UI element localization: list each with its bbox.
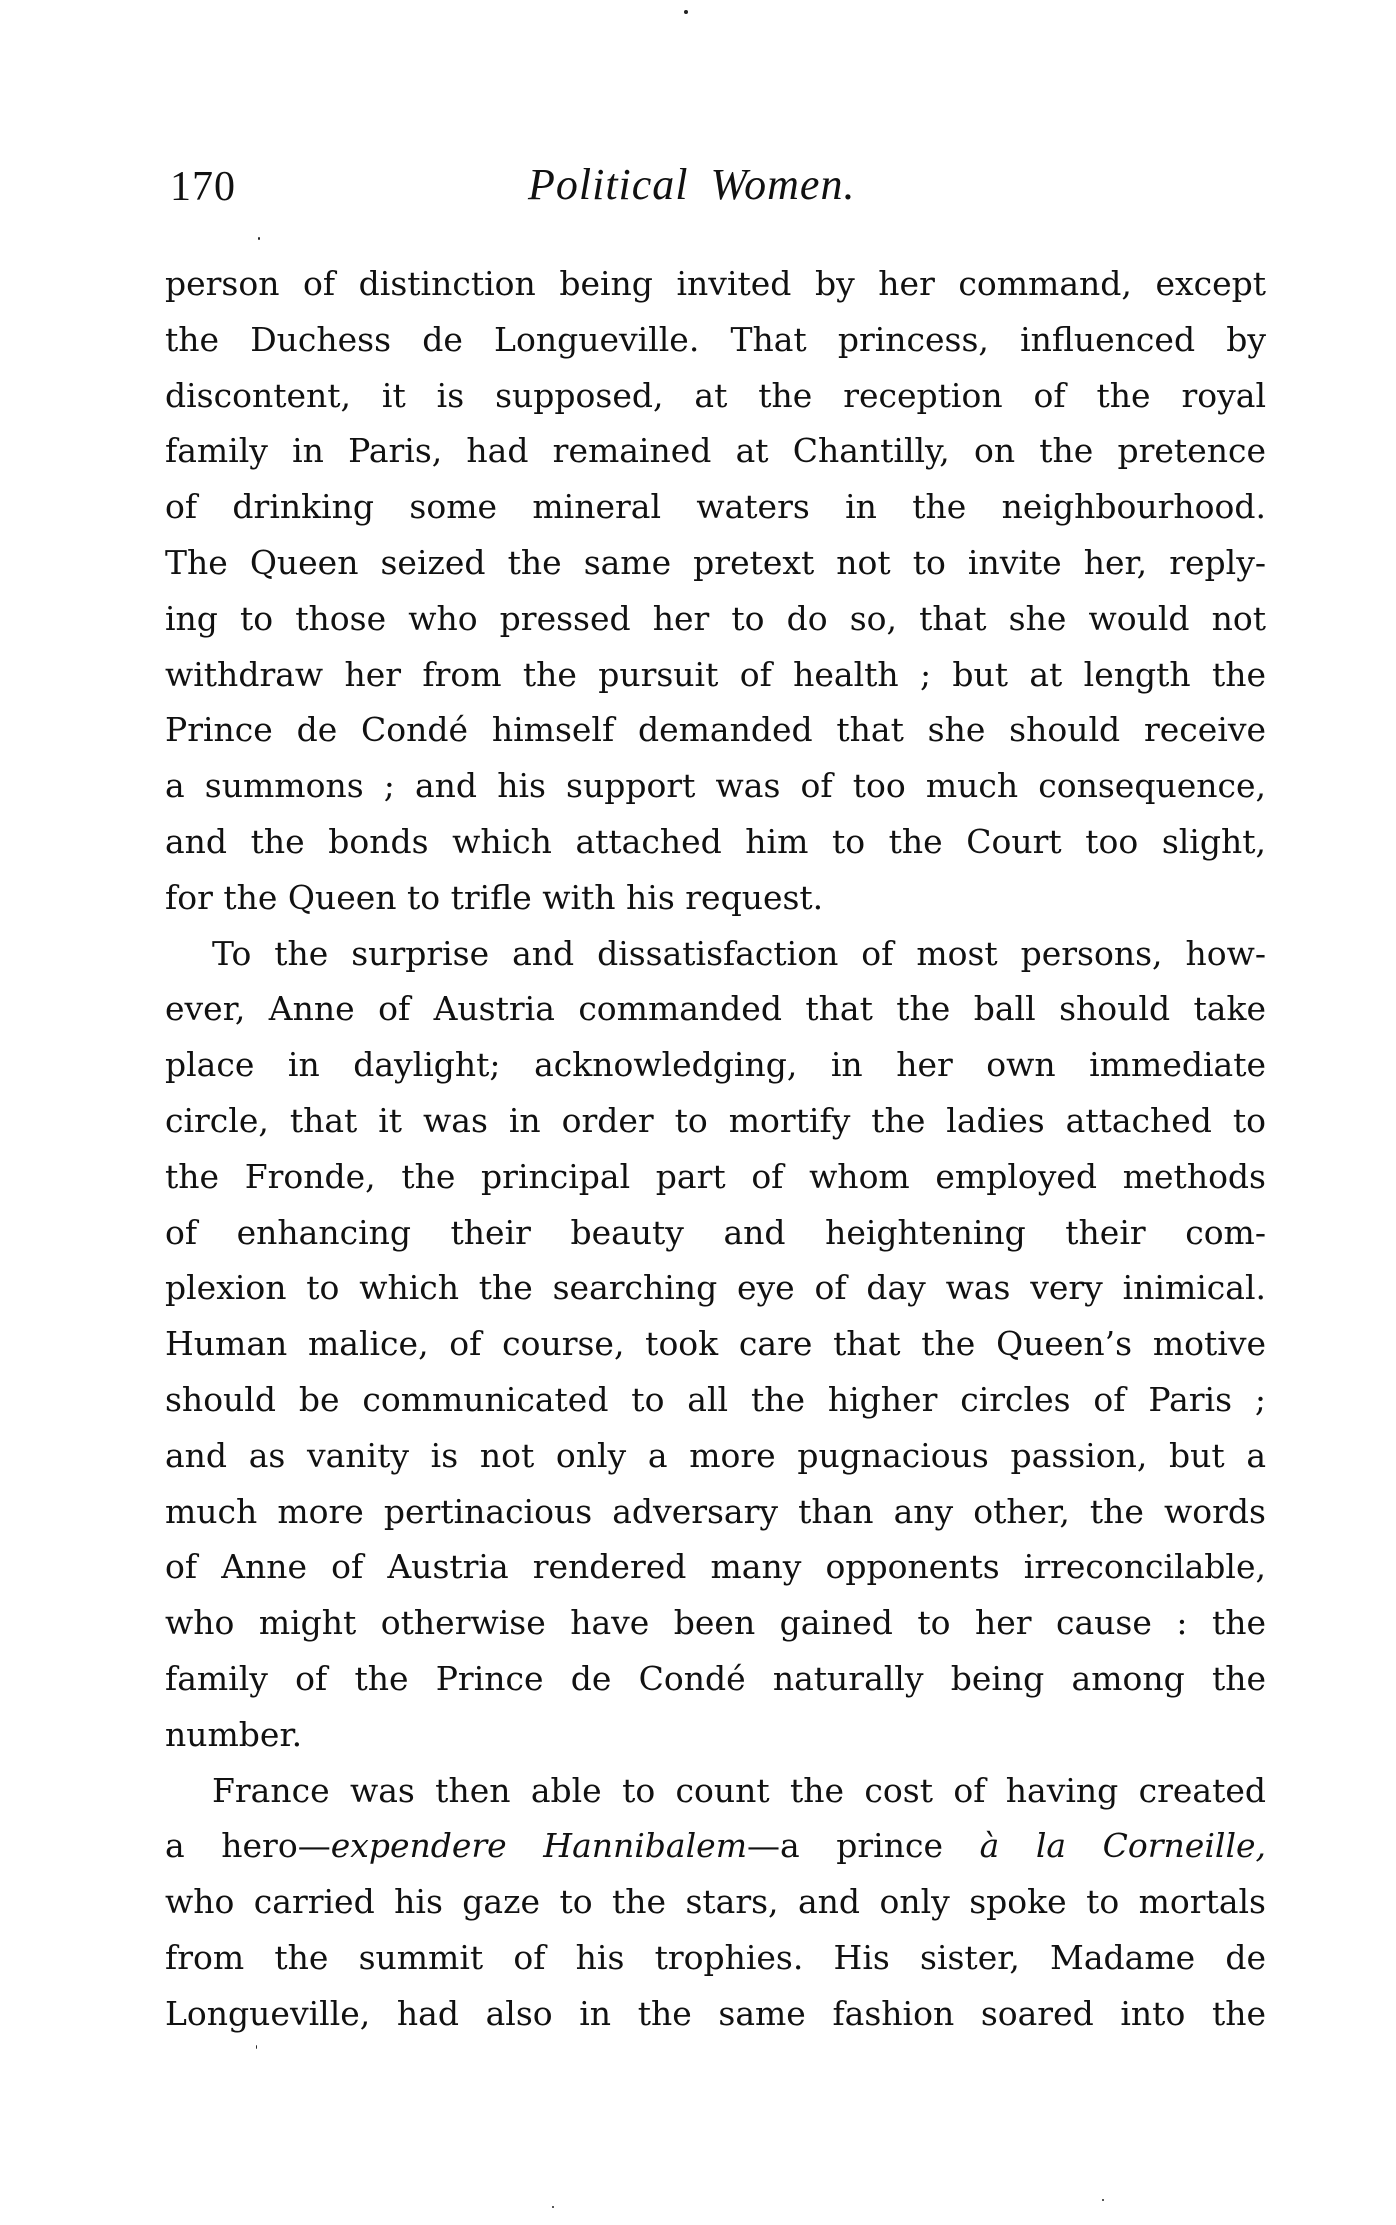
text-line: family in Paris, had remained at Chantilly, on the pretence (165, 431, 1266, 471)
text-line: the Duchess de Longueville. That princess, influenced by (165, 319, 1266, 359)
text-line: The Queen seized the same pretext not to invite her, reply- (165, 542, 1266, 582)
text-line: plexion to which the searching eye of day was very inimical. (165, 1268, 1266, 1308)
scan-speck (258, 237, 260, 240)
text-line: of Anne of Austria rendered many opponents irreconcilable, (165, 1547, 1266, 1587)
text-line: much more pertinacious adversary than any other, the words (165, 1491, 1266, 1531)
text-line: of drinking some mineral waters in the neighbourhood. (165, 487, 1266, 527)
text-line: should be communicated to all the higher circles of Paris ; (165, 1379, 1266, 1419)
text-line: family of the Prince de Condé naturally being among the (165, 1658, 1266, 1698)
text-line: who carried his gaze to the stars, and only spoke to mortals (165, 1882, 1266, 1922)
text-line: withdraw her from the pursuit of health ; but at length the (165, 654, 1266, 694)
text-line-with-italics: a hero—expendere Hannibalem—a prince à la Corneille, (165, 1826, 1267, 1866)
text-line: discontent, it is supposed, at the reception of the royal (165, 375, 1266, 415)
paragraph-start-line: To the surprise and dissatisfaction of most persons, how- (212, 933, 1266, 973)
scan-speck (256, 2045, 257, 2049)
text-line: circle, that it was in order to mortify the ladies attached to (165, 1100, 1266, 1140)
text-line: of enhancing their beauty and heightening their com- (165, 1212, 1266, 1252)
text-line: and the bonds which attached him to the Court too slight, (165, 821, 1266, 861)
text-line: a summons ; and his support was of too much consequence, (165, 766, 1266, 806)
text-line: Human malice, of course, took care that the Queen’s motive (165, 1324, 1266, 1364)
text-line: for the Queen to trifle with his request. (165, 877, 824, 917)
page-number: 170 (170, 164, 236, 210)
text-line: person of distinction being invited by her command, except (165, 264, 1266, 303)
scan-speck (552, 2206, 554, 2208)
paragraph-start-line: France was then able to count the cost of having created (212, 1770, 1266, 1810)
text-line: the Fronde, the principal part of whom employed methods (165, 1156, 1266, 1196)
italic-latin-phrase: expendere Hannibalem (330, 1826, 747, 1866)
text-line: Longueville, had also in the same fashion soared into the (165, 1993, 1266, 2033)
scan-speck (1102, 2199, 1104, 2201)
text-line: who might otherwise have been gained to her cause : the (165, 1603, 1266, 1643)
text-line: place in daylight; acknowledging, in her own immediate (165, 1045, 1266, 1085)
text-line: ing to those who pressed her to do so, that she would not (165, 598, 1266, 638)
body-text (165, 256, 1266, 2042)
italic-french-phrase: à la Corneille, (979, 1826, 1267, 1866)
text-line: from the summit of his trophies. His sister, Madame de (165, 1937, 1266, 1977)
text-line: number. (165, 1714, 303, 1754)
text-line: ever, Anne of Austria commanded that the ball should take (165, 989, 1266, 1029)
text-line: and as vanity is not only a more pugnacious passion, but a (165, 1435, 1266, 1475)
running-title: Political Women. (528, 160, 856, 209)
running-head (0, 0, 1396, 220)
text-line: Prince de Condé himself demanded that she should receive (165, 710, 1266, 750)
